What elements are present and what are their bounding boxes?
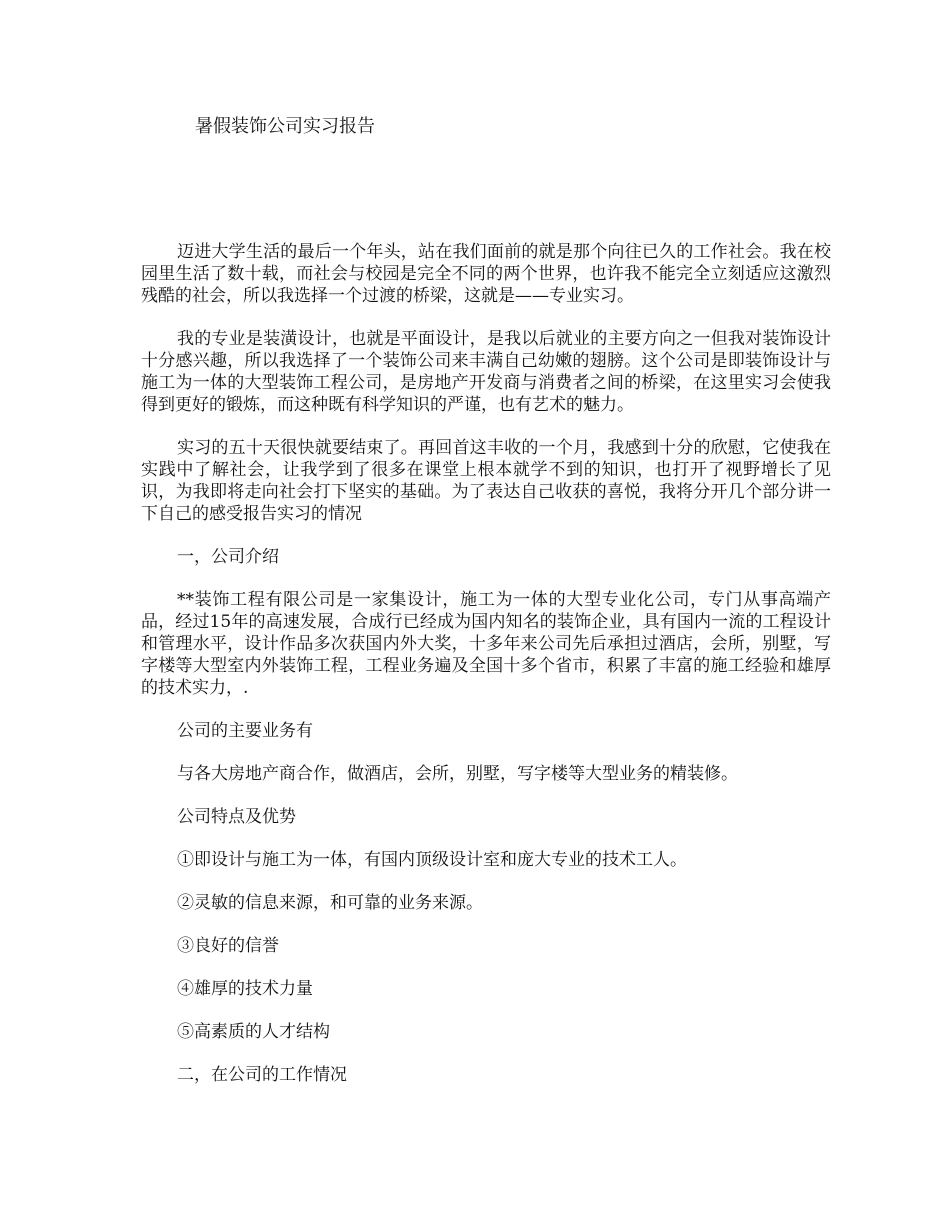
feature-item-5: ⑤高素质的人才结构: [177, 1022, 330, 1042]
subheading-main-business: 公司的主要业务有: [177, 721, 313, 741]
section-heading-work-situation: 二，在公司的工作情况: [177, 1065, 347, 1085]
paragraph-summary: 实习的五十天很快就要结束了。再回首这丰收的一个月，我感到十分的欣慰，它使我在实践中了解社会，让我学到了很多在课堂上根本就学不到的知识，也打开了视野增长了见识，为我即将走向社会打下坚实的基础。为了表达自己收获的喜悦，我将分开几个部分讲一下自己的感受报告实习的情况: [141, 438, 831, 524]
paragraph-major: 我的专业是装潢设计，也就是平面设计，是我以后就业的主要方向之一但我对装饰设计十分感兴趣，所以我选择了一个装饰公司来丰满自己幼嫩的翅膀。这个公司是即装饰设计与施工为一体的大型装饰工程公司，是房地产开发商与消费者之间的桥梁，在这里实习会使我得到更好的锻炼，而这种既有科学知识的严谨，也有艺术的魅力。: [141, 329, 831, 415]
section-heading-company-intro: 一，公司介绍: [177, 547, 279, 567]
subheading-features: 公司特点及优势: [177, 807, 296, 827]
paragraph-company-profile: **装饰工程有限公司是一家集设计，施工为一体的大型专业化公司，专门从事高端产品，经过15年的高速发展，合成行已经成为国内知名的装饰企业，具有国内一流的工程设计和管理水平，设计作品多次获国内外大奖，十多年来公司先后承担过酒店，会所，别墅，写字楼等大型室内外装饰工程，工程业务遍及全国十多个省市，积累了丰富的施工经验和雄厚的技术实力，.: [141, 590, 831, 698]
paragraph-intro: 迈进大学生活的最后一个年头，站在我们面前的就是那个向往已久的工作社会。我在校园里生活了数十载，而社会与校园是完全不同的两个世界，也许我不能完全立刻适应这激烈残酷的社会，所以我选择一个过渡的桥梁，这就是——专业实习。: [141, 242, 831, 306]
document-body: [141, 241, 831, 1107]
feature-item-3: ③良好的信誉: [177, 936, 279, 956]
paragraph-main-business: 与各大房地产商合作，做酒店，会所，别墅，写字楼等大型业务的精装修。: [177, 764, 738, 784]
feature-item-2: ②灵敏的信息来源，和可靠的业务来源。: [177, 893, 483, 913]
feature-item-1: ①即设计与施工为一体，有国内顶级设计室和庞大专业的技术工人。: [177, 850, 687, 870]
feature-item-4: ④雄厚的技术力量: [177, 979, 313, 999]
document-title: 暑假装饰公司实习报告: [195, 116, 375, 137]
